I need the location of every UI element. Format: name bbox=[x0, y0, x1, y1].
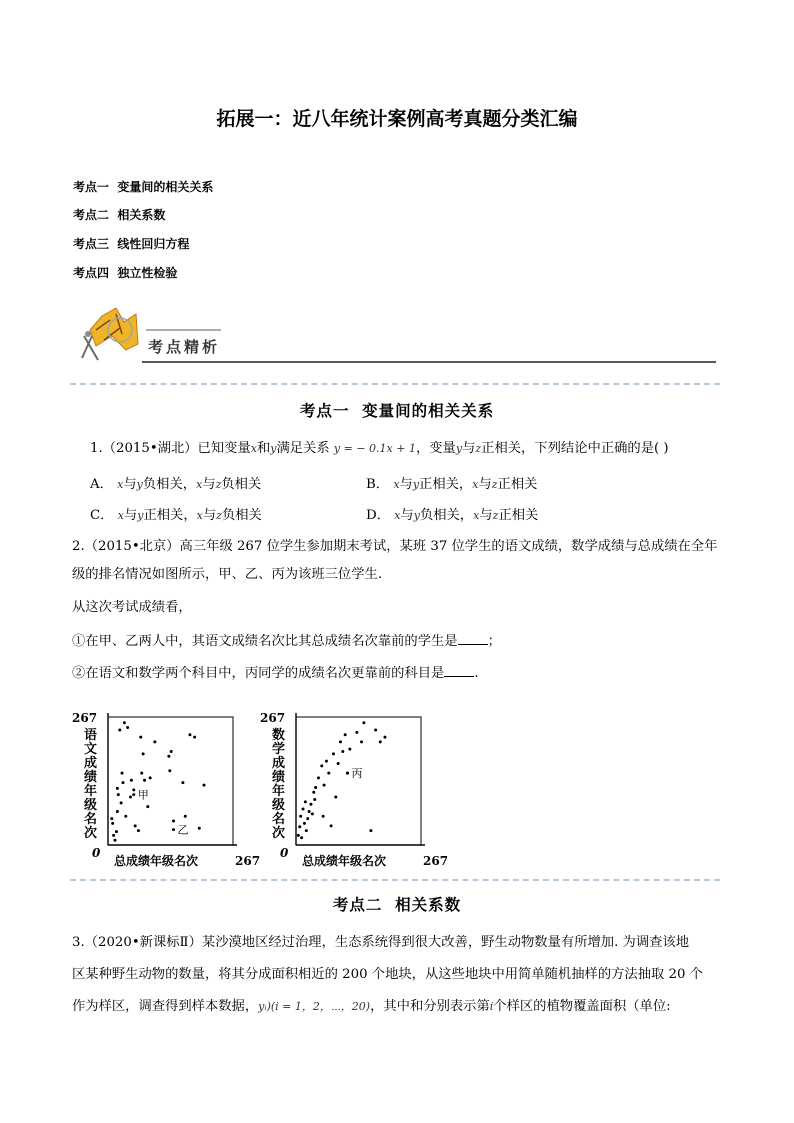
plot-frame bbox=[108, 717, 233, 845]
data-point bbox=[299, 815, 302, 818]
toc-item-4 bbox=[73, 264, 177, 281]
data-point bbox=[146, 805, 149, 808]
data-point bbox=[188, 733, 191, 736]
page-title: 拓展一：近八年统计案例高考真题分类汇编 bbox=[216, 108, 578, 130]
toc-label: 考点二 bbox=[73, 208, 110, 222]
data-point bbox=[332, 752, 335, 755]
origin-label: 0 bbox=[280, 846, 289, 860]
data-point bbox=[112, 834, 115, 837]
annotated-point bbox=[346, 772, 349, 775]
data-point bbox=[297, 834, 300, 837]
data-point bbox=[130, 779, 133, 782]
y-axis-label-char: 文 bbox=[84, 742, 98, 757]
data-point bbox=[153, 740, 156, 743]
y-axis-label-char: 数 bbox=[272, 728, 286, 743]
data-point bbox=[337, 762, 340, 765]
scatter-chart-chinese bbox=[70, 705, 261, 870]
data-point bbox=[111, 822, 114, 825]
question-2-line-2: 级的排名情况如图所示，甲、乙、丙为该班三位学生. bbox=[72, 567, 383, 582]
x-axis-label: 总成绩年级名次 bbox=[114, 854, 199, 868]
data-point bbox=[139, 736, 142, 739]
data-point bbox=[327, 772, 330, 775]
y-axis-label-char: 语 bbox=[84, 728, 98, 743]
data-point bbox=[115, 830, 118, 833]
data-point bbox=[168, 769, 171, 772]
data-point bbox=[198, 827, 201, 830]
option-d[interactable]: D． x与y负相关，x与z正相关 bbox=[366, 508, 539, 523]
data-point bbox=[362, 721, 365, 724]
data-point bbox=[143, 779, 146, 782]
data-point bbox=[312, 791, 315, 794]
data-point bbox=[323, 784, 326, 787]
toc-label: 考点四 bbox=[73, 266, 110, 280]
data-point bbox=[305, 829, 308, 832]
y-axis-label-char: 级 bbox=[84, 798, 98, 813]
data-point bbox=[120, 801, 123, 804]
answer-blank-2[interactable] bbox=[444, 664, 474, 677]
data-point bbox=[124, 815, 127, 818]
data-point bbox=[313, 798, 316, 801]
data-point bbox=[348, 748, 351, 751]
toc-item-1 bbox=[73, 178, 213, 195]
data-point bbox=[339, 740, 342, 743]
question-3-line-3: 作为样区，调查得到样本数据，yᵢ)(i = 1，2，⋯，20)，其中和分别表示第i个样区的植物覆盖面积（单位: bbox=[72, 999, 671, 1014]
y-axis-label-char: 绩 bbox=[84, 770, 98, 785]
section-divider bbox=[70, 879, 720, 881]
data-point bbox=[309, 803, 312, 806]
question-3-line-2: 区某种野生动物的数量，将其分成面积相近的 200 个地块，从这些地块中用简单随机抽样的方法抽取 20 个 bbox=[72, 967, 703, 982]
toc-text: 线性回归方程 bbox=[117, 237, 190, 251]
data-point bbox=[322, 815, 325, 818]
scatter-chart-math bbox=[258, 705, 449, 870]
data-point bbox=[167, 755, 170, 758]
y-max-tick-label: 267 bbox=[72, 711, 98, 725]
data-point bbox=[302, 808, 305, 811]
toc-item-3 bbox=[73, 235, 189, 252]
data-point bbox=[123, 721, 126, 724]
data-point bbox=[383, 736, 386, 739]
section-heading-2: 考点二 相关系数 bbox=[332, 895, 462, 914]
point-annotation: 乙 bbox=[177, 823, 189, 837]
section-banner bbox=[76, 300, 721, 366]
y-axis-label-char: 成 bbox=[84, 756, 98, 771]
data-point bbox=[306, 817, 309, 820]
y-axis-label-char: 绩 bbox=[272, 770, 286, 785]
data-point bbox=[300, 836, 303, 839]
annotated-point bbox=[132, 793, 135, 796]
question-3-line-1: 3.（2020•新课标Ⅱ）某沙漠地区经过治理，生态系统得到很大改善，野生动物数量有所增加. 为调查该地 bbox=[72, 935, 690, 950]
data-point bbox=[114, 839, 117, 842]
data-point bbox=[110, 817, 113, 820]
data-point bbox=[325, 760, 328, 763]
data-point bbox=[172, 820, 175, 823]
data-point bbox=[129, 796, 132, 799]
y-axis-label-char: 名 bbox=[84, 812, 98, 827]
data-point bbox=[379, 740, 382, 743]
data-point bbox=[140, 772, 143, 775]
point-annotation: 丙 bbox=[351, 767, 363, 781]
toc-item-2 bbox=[73, 206, 165, 223]
ruler-compass-icon bbox=[82, 308, 138, 360]
y-axis-label-char: 年 bbox=[84, 784, 98, 799]
y-axis-label-char: 学 bbox=[272, 742, 286, 757]
data-point bbox=[374, 728, 377, 731]
data-point bbox=[134, 824, 137, 827]
question-2-line-4: ①在甲、乙两人中，其语文成绩名次比其总成绩名次靠前的学生是 ； bbox=[72, 634, 501, 649]
option-c[interactable]: C． x与y正相关，x与z负相关 bbox=[90, 508, 262, 523]
data-point bbox=[320, 764, 323, 767]
banner-title: 考点精析 bbox=[148, 338, 221, 356]
data-point bbox=[341, 750, 344, 753]
data-point bbox=[334, 796, 337, 799]
data-point bbox=[116, 787, 119, 790]
question-2-line-1: 2.（2015•北京）高三年级 267 位学生参加期末考试，某班 37 位学生的语文成绩，数学成绩与总成绩在全年 bbox=[72, 539, 718, 554]
toc-text: 相关系数 bbox=[117, 208, 166, 222]
data-point bbox=[142, 752, 145, 755]
option-b[interactable]: B． x与y正相关，x与z正相关 bbox=[366, 477, 538, 492]
math-index: yᵢ)(i = 1，2，⋯，20) bbox=[258, 1000, 371, 1013]
data-point bbox=[369, 829, 372, 832]
question-2-line-5: ②在语文和数学两个科目中，丙同学的成绩名次更靠前的科目是 . bbox=[72, 666, 479, 681]
toc-text: 变量间的相关关系 bbox=[117, 180, 214, 194]
data-point bbox=[308, 810, 311, 813]
y-max-tick-label: 267 bbox=[260, 711, 286, 725]
data-point bbox=[116, 810, 119, 813]
y-axis-label-char: 次 bbox=[84, 826, 98, 841]
data-point bbox=[344, 733, 347, 736]
data-point bbox=[317, 776, 320, 779]
y-axis-label-char: 成 bbox=[272, 756, 286, 771]
data-point bbox=[137, 829, 140, 832]
x-axis-label: 总成绩年级名次 bbox=[302, 854, 387, 868]
origin-label: 0 bbox=[92, 846, 101, 860]
equation: y = − 0.1x + 1 bbox=[333, 442, 416, 455]
section-divider bbox=[70, 383, 720, 385]
data-point bbox=[121, 772, 124, 775]
data-point bbox=[126, 726, 129, 729]
data-point bbox=[149, 776, 152, 779]
data-point bbox=[298, 825, 301, 828]
toc-text: 独立性检验 bbox=[117, 266, 178, 280]
data-point bbox=[170, 750, 173, 753]
data-point bbox=[118, 728, 121, 731]
y-axis-label-char: 名 bbox=[272, 812, 286, 827]
answer-blank-1[interactable] bbox=[458, 632, 488, 645]
data-point bbox=[132, 788, 135, 791]
toc-label: 考点三 bbox=[73, 237, 110, 251]
data-point bbox=[184, 815, 187, 818]
y-axis-label-char: 年 bbox=[272, 784, 286, 799]
data-point bbox=[193, 736, 196, 739]
section-heading-1: 考点一 变量间的相关关系 bbox=[299, 401, 495, 420]
data-point bbox=[360, 740, 363, 743]
data-point bbox=[355, 731, 358, 734]
plot-frame bbox=[296, 717, 421, 845]
y-axis-label-char: 次 bbox=[272, 826, 286, 841]
data-point bbox=[304, 800, 307, 803]
point-annotation: 甲 bbox=[137, 788, 149, 802]
data-point bbox=[121, 781, 124, 784]
question-1-stem: 1.（2015•湖北）已知变量x和y满足关系 y = − 0.1x + 1，变量y与z正相关，下列结论中正确的是( ) bbox=[90, 441, 669, 456]
question-2-line-3: 从这次考试成绩看， bbox=[72, 600, 192, 615]
data-point bbox=[117, 793, 120, 796]
data-point bbox=[311, 812, 314, 815]
annotated-point bbox=[172, 828, 175, 831]
toc-label: 考点一 bbox=[73, 180, 110, 194]
y-axis-label-char: 级 bbox=[272, 798, 286, 813]
data-point bbox=[202, 784, 205, 787]
data-point bbox=[303, 822, 306, 825]
x-max-tick-label: 267 bbox=[423, 854, 449, 868]
option-a[interactable]: A． x与y负相关，x与z负相关 bbox=[90, 477, 262, 492]
data-point bbox=[314, 786, 317, 789]
data-point bbox=[330, 824, 333, 827]
x-max-tick-label: 267 bbox=[235, 854, 261, 868]
data-point bbox=[181, 781, 184, 784]
